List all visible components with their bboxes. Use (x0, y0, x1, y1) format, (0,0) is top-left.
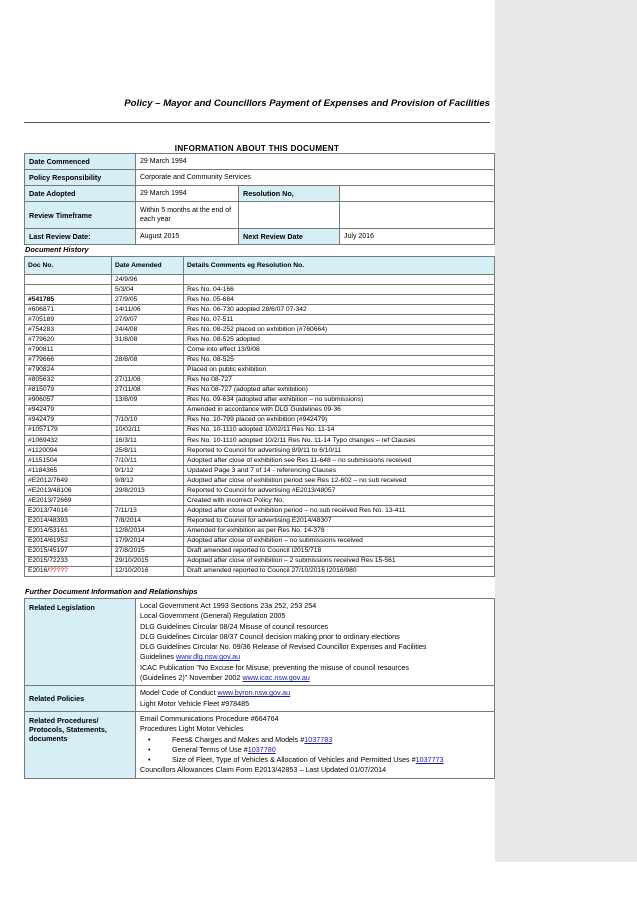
date-adopted-label: Date Adopted (25, 186, 136, 202)
procedure-line: Procedures Light Motor Vehicles (140, 724, 244, 734)
review-timeframe-blank-1 (239, 202, 340, 229)
review-timeframe-label: Review Timeframe (25, 202, 136, 229)
details-cell: Placed on public exhibition (184, 365, 495, 375)
details-cell: Adopted after close of exhibition see Res 11-648 – no submissions received (184, 456, 495, 466)
comment-pane (495, 0, 637, 862)
details-cell: Res No. 09-634 (adopted after exhibition – no submissions) (184, 395, 495, 405)
table-row (25, 315, 495, 325)
relationships-table (24, 598, 495, 779)
date-cell: 27/11/08 (112, 375, 184, 385)
date-cell (112, 345, 184, 355)
bullet-text: Fees& Charges and Makes and Models # (172, 734, 305, 744)
table-row (25, 446, 495, 456)
table-row (25, 415, 495, 425)
table-row (25, 526, 495, 536)
guidelines-text: Guidelines (140, 652, 176, 662)
doc-cell: #790824 (25, 365, 112, 375)
bullet-icon: • (148, 755, 151, 765)
details-cell: Amended for exhibition as per Res No. 14-378 (184, 526, 495, 536)
details-cell: Res No. 08-525 (184, 355, 495, 365)
doc-cell (25, 285, 112, 295)
doc-number-placeholder: ????? (49, 567, 68, 575)
date-cell: 14/11/06 (112, 305, 184, 315)
header-rule (24, 122, 490, 123)
doc-cell: E2015/45197 (25, 546, 112, 556)
table-row (25, 456, 495, 466)
date-cell: 31/8/08 (112, 335, 184, 345)
details-cell: Res No. 10-1110 adopted 10/02/11 Res No. 11-14 (184, 425, 495, 435)
dlg-link[interactable]: www.dlg.nsw.gov.au (175, 652, 241, 662)
details-cell: Res No. 07-511 (184, 315, 495, 325)
bullet-icon: • (148, 734, 151, 744)
col-doc-header: Doc No. (25, 257, 112, 275)
procedure-line: Email Communications Procedure #664764 (140, 713, 279, 723)
legislation-line (140, 652, 490, 662)
legislation-line: DLG Guidelines Circular 08/24 Misuse of council resources (140, 621, 329, 631)
table-row (25, 305, 495, 315)
table-row (25, 385, 495, 395)
table-row (25, 345, 495, 355)
date-cell: 24/4/08 (112, 325, 184, 335)
date-cell: 9/1/12 (112, 466, 184, 476)
date-cell (112, 365, 184, 375)
procedure-bullet-item (140, 745, 490, 755)
table-row (25, 335, 495, 345)
doc-cell: #705189 (25, 315, 112, 325)
doc-cell: #1120094 (25, 446, 112, 456)
details-cell: Amended in accordance with DLG Guidelines 09-36 (184, 405, 495, 415)
date-cell: 12/8/2014 (112, 526, 184, 536)
col-date-header: Date Amended (112, 257, 184, 275)
legislation-line (140, 673, 490, 683)
details-cell: Draft amended reported to Council I2015/718 (184, 546, 495, 556)
doc-cell: #1184365 (25, 466, 112, 476)
doc-cell (25, 566, 112, 576)
last-review-value: August 2015 (136, 229, 239, 245)
date-cell (112, 405, 184, 415)
procedure-bullet-item (140, 735, 490, 745)
table-row (25, 466, 495, 476)
table-row (25, 556, 495, 566)
doc-cell: E2013/74016 (25, 506, 112, 516)
table-row (25, 285, 495, 295)
details-cell: Res No 08-727 (adopted after exhibition) (184, 385, 495, 395)
table-row (25, 476, 495, 486)
date-commenced-label: Date Commenced (25, 154, 136, 170)
resolution-label: Resolution No, (239, 186, 340, 202)
legislation-line: Local Government Act 1993 Sections 23a 252, 253 254 (140, 601, 317, 610)
byron-link[interactable]: www.byron.nsw.gov.au (217, 688, 291, 698)
legislation-line: DLG Guidelines Circular 08/37 Council decision making prior to ordinary elections (140, 631, 400, 641)
doc-cell: #815079 (25, 385, 112, 395)
related-procedures-content (136, 711, 495, 778)
info-heading: INFORMATION ABOUT THIS DOCUMENT (174, 144, 340, 153)
icac-text: (Guidelines 2)" November 2002 (140, 673, 243, 683)
legislation-line: DLG Guidelines Circular No. 09/36 Release of Revised Councillor Expenses and Facilities (140, 642, 427, 652)
details-cell (184, 275, 495, 285)
review-timeframe-blank-2 (340, 202, 495, 229)
bullet-text: Size of Fleet, Type of Vehicles & Allocation of Vehicles and Permitted Uses # (172, 755, 416, 765)
related-procedures-label: Related Procedures/ Protocols, Statements, documents (25, 711, 136, 778)
date-cell: 28/8/08 (112, 355, 184, 365)
doc-cell: E2015/72233 (25, 556, 112, 566)
date-cell: 13/8/09 (112, 395, 184, 405)
date-cell: 7/10/11 (112, 456, 184, 466)
table-row (25, 295, 495, 305)
document-history-table (24, 256, 495, 577)
date-cell: 10/02/11 (112, 425, 184, 435)
doc-cell: #1057179 (25, 425, 112, 435)
legislation-line: Local Government (General) Regulation 2005 (140, 611, 286, 621)
date-cell: 7/10/10 (112, 415, 184, 425)
details-cell: Reported to Council for advertising #E2013/48057 (184, 486, 495, 496)
details-cell: Res No. 08-252 placed on exhibition (#760664) (184, 325, 495, 335)
table-row (25, 496, 495, 506)
details-cell: Draft amended reported to Council 27/10/2016 I2016/980 (184, 566, 495, 576)
doc-link-1037783[interactable]: 1037783 (304, 734, 333, 744)
doc-cell: #906057 (25, 395, 112, 405)
related-policies-label: Related Policies (25, 686, 136, 712)
date-cell: 27/11/08 (112, 385, 184, 395)
info-table (24, 153, 495, 245)
bullet-icon: • (148, 744, 151, 754)
doc-cell: #E2012/7649 (25, 476, 112, 486)
last-review-label: Last Review Date: (25, 229, 136, 245)
date-cell: 24/9/96 (112, 275, 184, 285)
table-row (25, 436, 495, 446)
date-cell: 27/8/2015 (112, 546, 184, 556)
doc-cell: #541785 (25, 295, 112, 305)
date-cell: 9/8/12 (112, 476, 184, 486)
date-cell (112, 496, 184, 506)
bullet-text: General Terms of Use # (172, 744, 248, 754)
doc-cell: #942479 (25, 405, 112, 415)
procedure-line: Councillors Allowances Claim Form E2013/42853 – Last Updated 01/07/2014 (140, 765, 387, 775)
details-cell: Updated Page 3 and 7 of 14 - referencing Clauses (184, 466, 495, 476)
related-legislation-content (136, 599, 495, 686)
table-row (25, 566, 495, 576)
review-timeframe-value: Within 5 months at the end of each year (136, 202, 239, 229)
icac-link[interactable]: www.icac.nsw.gov.au (242, 673, 310, 683)
doc-cell: E2014/61952 (25, 536, 112, 546)
date-cell: 27/9/07 (112, 315, 184, 325)
table-row (25, 395, 495, 405)
doc-cell: #790811 (25, 345, 112, 355)
table-row (25, 506, 495, 516)
date-adopted-value: 29 March 1994 (136, 186, 239, 202)
details-cell: Res No. 10-1110 adopted 10/2/11 Res No. 11-14 Typo changes – ref Clauses (184, 436, 495, 446)
date-cell: 29/8/2013 (112, 486, 184, 496)
doc-cell: #805632 (25, 375, 112, 385)
table-row (25, 275, 495, 285)
doc-cell: #1151504 (25, 456, 112, 466)
details-cell: Res No. 06-730 adopted 28/6/07 07-342 (184, 305, 495, 315)
table-row (25, 486, 495, 496)
policy-responsibility-value: Corporate and Community Services (136, 170, 495, 186)
doc-cell: #942479 (25, 415, 112, 425)
details-cell: Adopted after close of exhibition period – no sub received Res No. 13-411 (184, 506, 495, 516)
related-legislation-label: Related Legislation (25, 599, 136, 686)
table-row (25, 425, 495, 435)
table-row (25, 355, 495, 365)
details-cell: Come into effect 13/9/08 (184, 345, 495, 355)
date-cell: 7/8/2014 (112, 516, 184, 526)
code-of-conduct-text: Model Code of Conduct (140, 688, 218, 698)
details-cell: Res No. 04-166 (184, 285, 495, 295)
doc-cell (25, 275, 112, 285)
resolution-value (340, 186, 495, 202)
table-row (25, 546, 495, 556)
date-cell: 5/3/04 (112, 285, 184, 295)
policy-line (140, 688, 490, 698)
doc-link-1037773[interactable]: 1037773 (415, 755, 444, 765)
policy-line: Light Motor Vehicle Fleet #978485 (140, 698, 250, 708)
doc-link-1037780[interactable]: 1037780 (247, 744, 276, 754)
details-cell: Adopted after close of exhibition period see Res 12-602 – no sub received (184, 476, 495, 486)
table-row (25, 405, 495, 415)
related-policies-content (136, 686, 495, 712)
doc-number-text: E2016/ (28, 567, 50, 575)
table-row (25, 536, 495, 546)
date-cell: 16/3/11 (112, 436, 184, 446)
details-cell: Res No. 05-684 (184, 295, 495, 305)
doc-cell: E2014/53161 (25, 526, 112, 536)
date-cell: 17/9/2014 (112, 536, 184, 546)
date-cell: 7/11/13 (112, 506, 184, 516)
details-cell: Reported to Council for advertising 8/9/11 to 6/10/11 (184, 446, 495, 456)
doc-cell: #E2013/72669 (25, 496, 112, 506)
table-row (25, 375, 495, 385)
doc-cell: #779620 (25, 335, 112, 345)
procedure-bullet-item (140, 755, 490, 765)
doc-cell: #1069432 (25, 436, 112, 446)
doc-cell: #779666 (25, 355, 112, 365)
document-history-title: Document History (25, 245, 89, 254)
date-cell: 29/10/2015 (112, 556, 184, 566)
details-cell: Adopted after close of exhibition – 2 submissions received Res 15-561 (184, 556, 495, 566)
table-row (25, 325, 495, 335)
further-info-title: Further Document Information and Relationships (25, 587, 198, 596)
doc-cell: #754283 (25, 325, 112, 335)
table-row (25, 365, 495, 375)
date-cell: 12/10/2016 (112, 566, 184, 576)
doc-cell: #606871 (25, 305, 112, 315)
details-cell: Res No 08-727 (184, 375, 495, 385)
date-commenced-value: 29 March 1994 (136, 154, 495, 170)
legislation-line: ICAC Publication "No Excuse for Misuse, preventing the misuse of council resources (140, 662, 410, 672)
doc-cell: #E2013/48106 (25, 486, 112, 496)
date-cell: 27/9/05 (112, 295, 184, 305)
details-cell: Reported to Council for advertising E2014/48307 (184, 516, 495, 526)
details-cell: Res No. 08-525 adopted (184, 335, 495, 345)
col-details-header: Details Comments eg Resolution No. (184, 257, 495, 275)
details-cell: Res No. 10-799 placed on exhibition (#942479) (184, 415, 495, 425)
page-header-title: Policy – Mayor and Councillors Payment of Expenses and Provision of Facilities (124, 98, 490, 109)
table-row (25, 516, 495, 526)
next-review-value: July 2016 (340, 229, 495, 245)
details-cell: Adopted after close of exhibition – no submissions received (184, 536, 495, 546)
next-review-label: Next Review Date (239, 229, 340, 245)
doc-cell: E2014/48393 (25, 516, 112, 526)
details-cell: Created with incorrect Policy No. (184, 496, 495, 506)
date-cell: 25/8/11 (112, 446, 184, 456)
policy-responsibility-label: Policy Responsibility (25, 170, 136, 186)
